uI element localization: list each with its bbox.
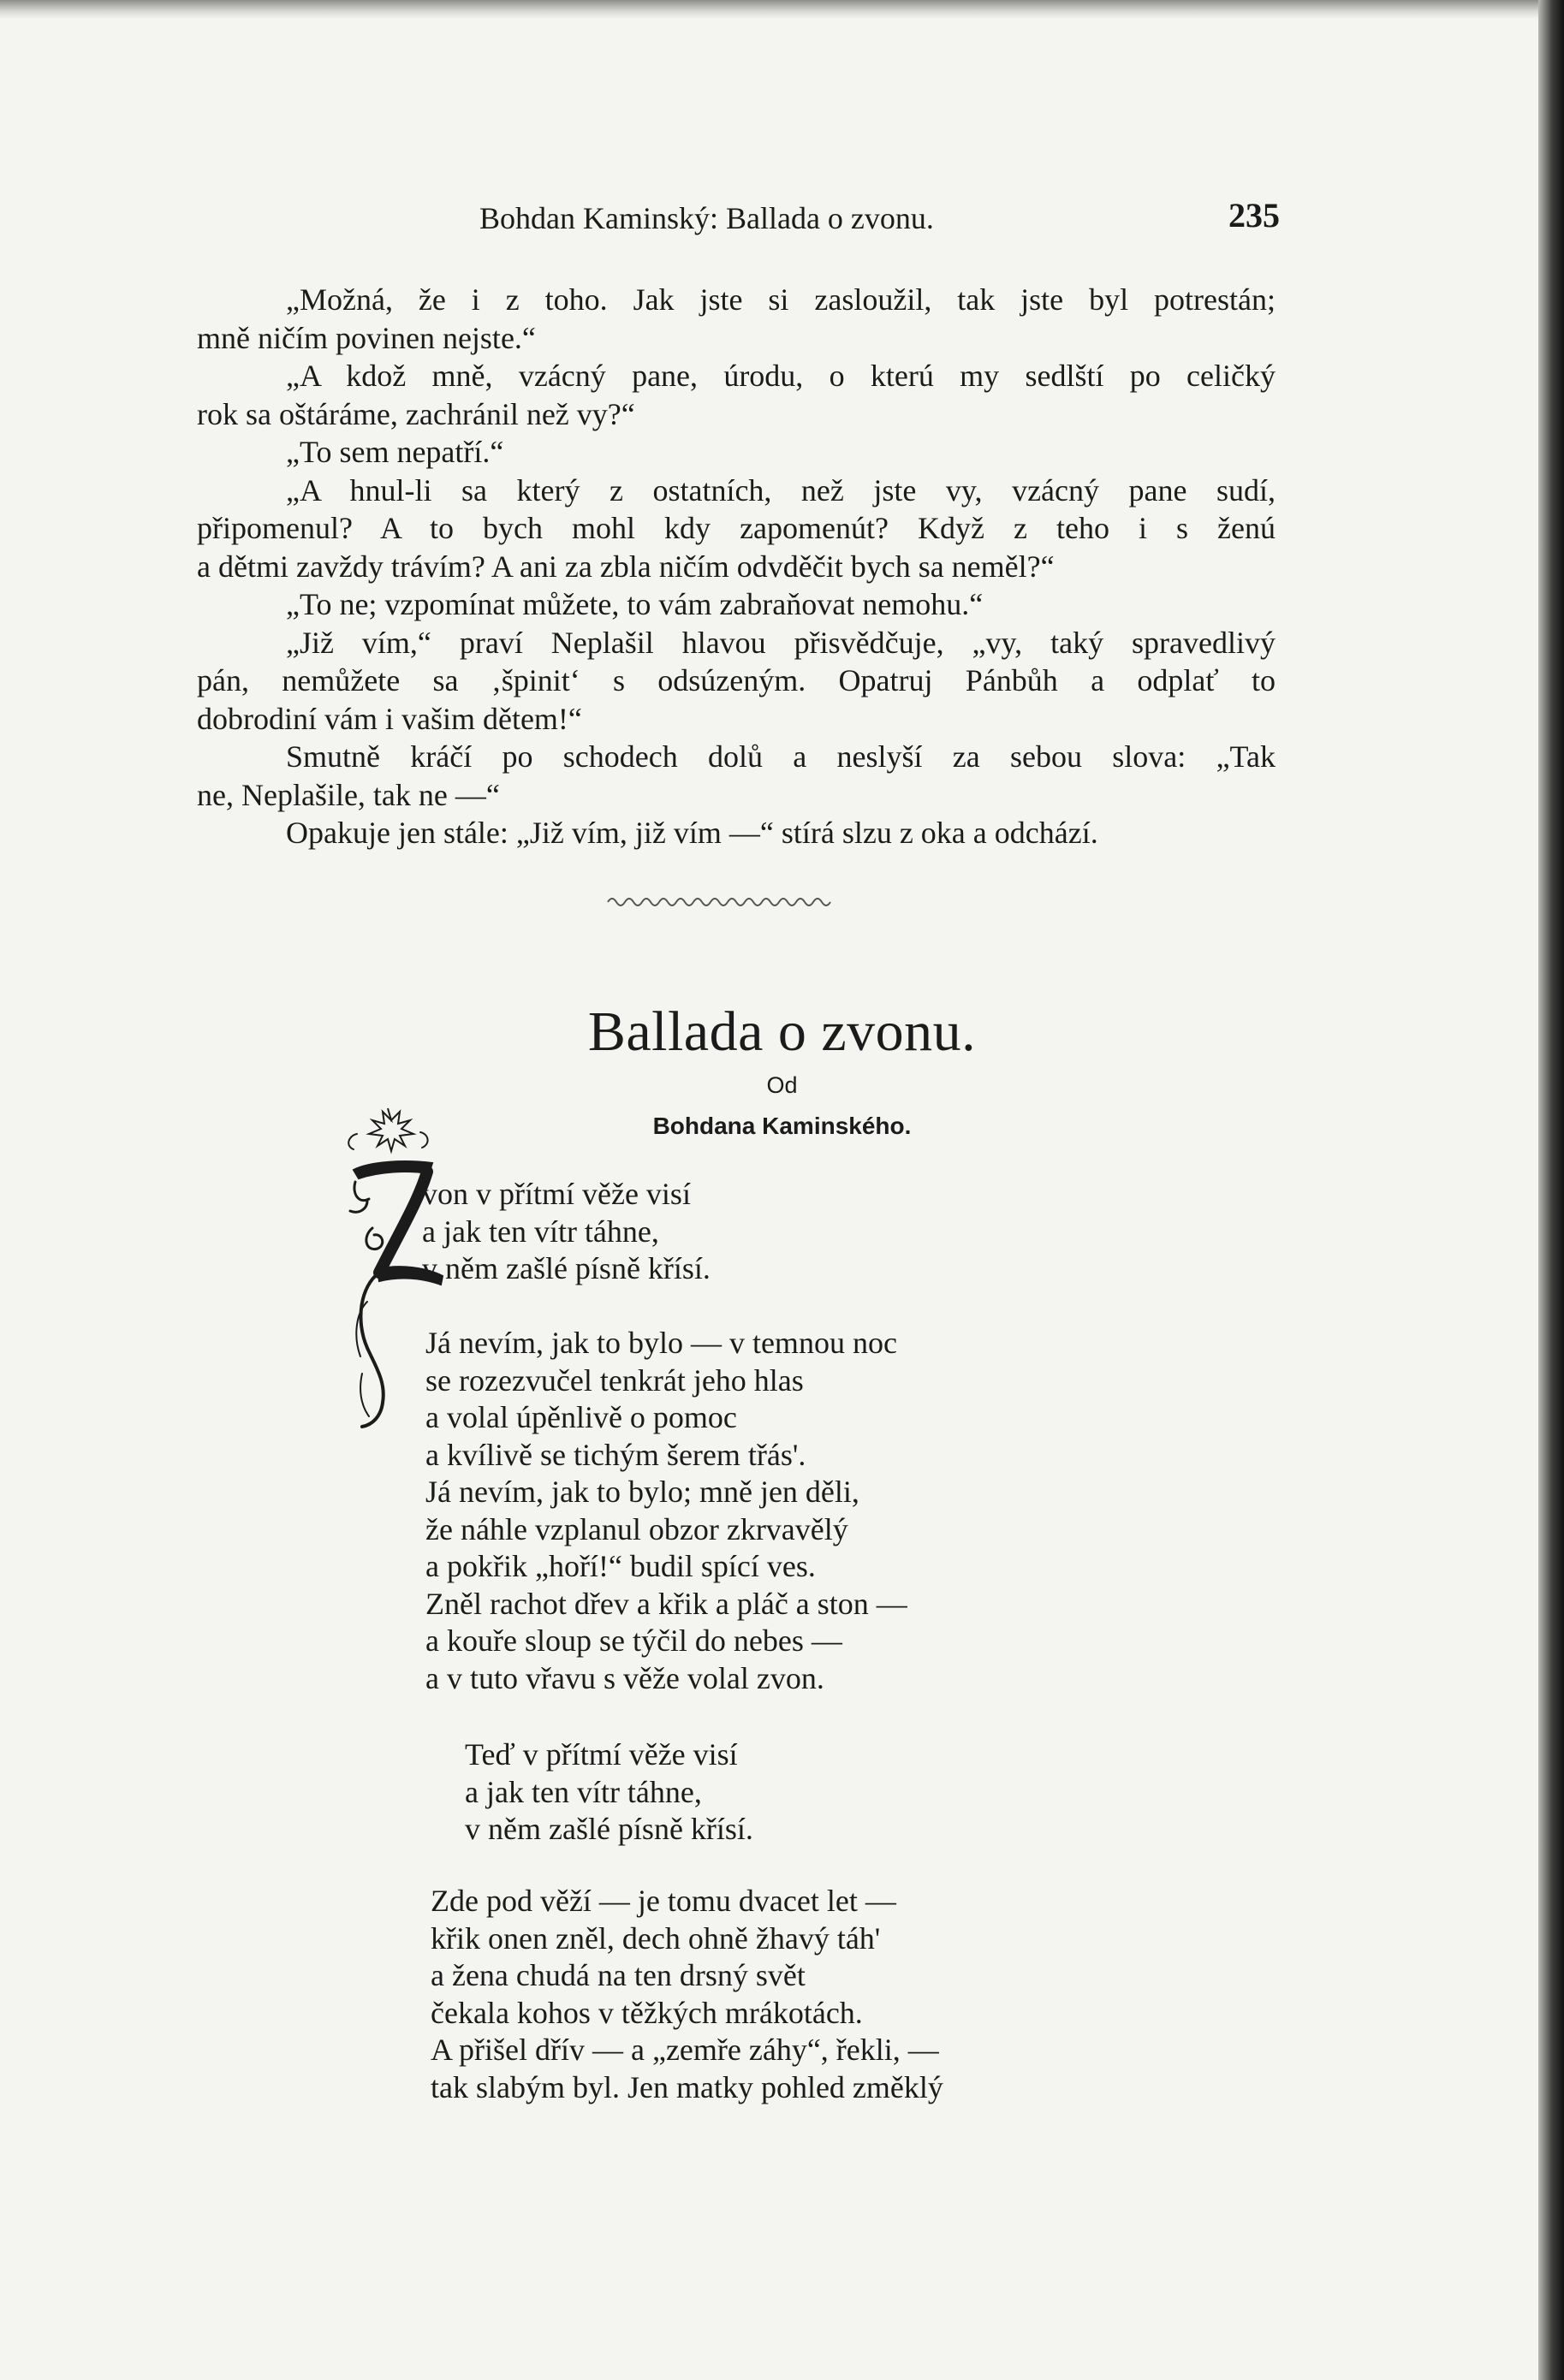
page-number: 235: [1228, 196, 1280, 234]
poem-line: se rozezvučel tenkrát jeho hlas: [425, 1362, 804, 1398]
poem-line: a jak ten vítr táhne,: [465, 1774, 702, 1809]
prose-line: a dětmi zavždy trávím? A ani za zbla ničím odvděčit bych sa neměl?“: [197, 549, 1055, 584]
poem-line: a kvílivě se tichým šerem třás'.: [425, 1437, 806, 1472]
poem-line: a kouře sloup se týčil do nebes —: [425, 1623, 842, 1658]
prose-line: „Možná, že i z toho. Jak jste si zasloužil, tak jste byl potrestán;: [286, 282, 1276, 317]
poem-line: a pokřik „hoří!“ budil spící ves.: [425, 1549, 816, 1583]
prose-line: „To sem nepatří.“: [286, 435, 504, 469]
byline-od: Od: [766, 1072, 798, 1098]
poem-line: Já nevím, jak to bylo; mně jen děli,: [425, 1475, 859, 1509]
poem-line: a volal úpěnlivě o pomoc: [425, 1400, 737, 1434]
wavy-divider-ornament: [606, 890, 837, 911]
poem-line: A přišel dřív — a „zemře záhy“, řekli, —: [431, 2033, 939, 2067]
prose-line: dobrodiní vám i vašim dětem!“: [197, 701, 582, 736]
poem-stanza-4: [431, 1883, 943, 2106]
prose-line: mně ničím povinen nejste.“: [197, 320, 536, 355]
prose-line: připomenul? A to bych mohl kdy zapomenút? Když z teho i s ženú: [197, 511, 1276, 545]
page-header: [197, 195, 1280, 240]
poem-line: Teď v přítmí věže visí: [465, 1737, 738, 1772]
poem-line: a žena chudá na ten drsný svět: [431, 1958, 806, 1992]
poem-line: Já nevím, jak to bylo — v temnou noc: [425, 1326, 897, 1360]
poem-line: v něm zašlé písně křísí.: [422, 1251, 711, 1285]
prose-line: „A kdož mně, vzácný pane, úrodu, o kterú my sedlští po celičký: [286, 359, 1276, 393]
poem-line: Zněl rachot dřev a křik a pláč a ston —: [425, 1586, 907, 1621]
prose-line: „Již vím,“ praví Neplašil hlavou přisvědčuje, „vy, taký spravedlivý: [286, 625, 1276, 660]
running-head: Bohdan Kaminský: Ballada o zvonu.: [479, 201, 934, 235]
poem-line: čekala kohos v těžkých mrákotách.: [431, 1995, 863, 2030]
prose-line: Smutně kráčí po schodech dolů a neslyší za sebou slova: „Tak: [286, 739, 1276, 774]
prose-line: „To ne; vzpomínat můžete, to vám zabraňovat nemohu.“: [286, 587, 984, 621]
poem-line: tak slabým byl. Jen matky pohled změklý: [431, 2069, 943, 2104]
poem-title: Ballada o zvonu.: [587, 1000, 977, 1063]
scan-right-edge: [1538, 0, 1564, 2380]
poem-line: a jak ten vítr táhne,: [422, 1214, 659, 1249]
prose-line: „A hnul-li sa který z ostatních, než jste vy, vzácný pane sudí,: [286, 472, 1276, 507]
scan-top-edge: [0, 0, 1564, 19]
poem-line: Zde pod věží — je tomu dvacet let —: [431, 1884, 896, 1918]
poem-line: von v přítmí věže visí: [422, 1177, 691, 1211]
prose-line: ne, Neplašile, tak ne —“: [197, 777, 500, 812]
poem-stanza-3: [465, 1736, 753, 1849]
prose-line: pán, nemůžete sa ‚špinit‘ s odsúzeným. Opatruj Pánbůh a odplať to: [197, 663, 1276, 697]
prose-block: [197, 281, 1276, 852]
poem-stanza-1: [422, 1176, 711, 1288]
poem-line: že náhle vzplanul obzor zkrvavělý: [425, 1511, 848, 1546]
prose-line: Opakuje jen stále: „Již vím, již vím —“ stírá slzu z oka a odchází.: [286, 816, 1098, 850]
poem-line: v něm zašlé písně křísí.: [465, 1812, 753, 1846]
poem-line: a v tuto vřavu s věže volal zvon.: [425, 1660, 824, 1695]
poem-stanza-2: [425, 1325, 907, 1697]
prose-line: rok sa oštáráme, zachránil než vy?“: [197, 396, 635, 431]
byline-author: Bohdana Kaminského.: [652, 1113, 912, 1139]
poem-line: křik onen zněl, dech ohně žhavý táh': [431, 1920, 881, 1956]
